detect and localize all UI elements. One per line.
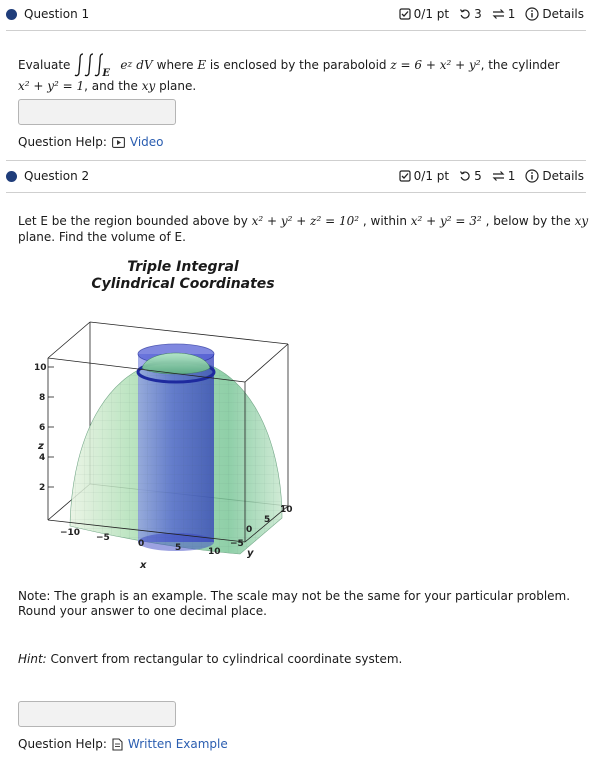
question-status-dot xyxy=(6,9,17,20)
question-2-prompt-line2: plane. Find the volume of E. xyxy=(18,230,186,244)
question-2-meta xyxy=(399,169,584,183)
question-2-details-link[interactable]: Details xyxy=(542,169,584,183)
question-1-meta xyxy=(399,7,584,21)
x-tick-label: 0 xyxy=(138,539,145,549)
question-1-submissions: 1 xyxy=(507,7,516,21)
y-tick-label: 0 xyxy=(246,525,253,535)
info-icon[interactable] xyxy=(525,7,539,21)
question-2-points: 0/1 pt xyxy=(413,169,450,183)
x-tick-label: −10 xyxy=(60,528,81,538)
written-example-link[interactable]: Written Example xyxy=(127,737,228,751)
video-icon xyxy=(112,137,125,148)
retry-icon xyxy=(459,8,471,20)
z-axis-ticks xyxy=(48,367,54,487)
z-tick-label: 6 xyxy=(39,423,46,433)
y-axis-label: y xyxy=(247,548,254,559)
document-icon xyxy=(112,738,123,751)
question-2-title: Question 2 xyxy=(24,169,90,183)
triple-integral-3d-plot xyxy=(30,312,310,572)
z-tick-label: 4 xyxy=(39,453,46,463)
y-tick-label: 10 xyxy=(280,505,293,515)
z-tick-label: 10 xyxy=(34,363,47,373)
divider xyxy=(6,160,586,161)
question-2-help: Question Help: Written Example xyxy=(18,737,228,751)
score-check-icon xyxy=(399,8,411,20)
question-1-prompt-line2: x² + y² = 1, and the xy plane. xyxy=(18,79,197,93)
y-tick-label: −5 xyxy=(230,539,244,549)
question-2-hint: Hint: Convert from rectangular to cylindrical coordinate system. xyxy=(18,652,403,666)
question-2-answer-input[interactable] xyxy=(18,701,176,727)
question-2-header xyxy=(0,162,590,192)
question-2-retries: 5 xyxy=(474,169,482,183)
question-1-details-link[interactable]: Details xyxy=(542,7,584,21)
triple-integral-symbol: E xyxy=(74,52,118,78)
question-status-dot xyxy=(6,171,17,182)
divider xyxy=(6,30,586,31)
z-tick-label: 8 xyxy=(39,393,46,403)
submissions-icon xyxy=(492,8,505,20)
x-axis-label: x xyxy=(140,560,147,571)
video-help-link[interactable]: Video xyxy=(129,135,164,149)
question-1-prompt: Evaluate E e z dV where E is enclosed by the paraboloid z = 6 + x² + y² , the cylinder xyxy=(18,52,560,78)
question-1-title: Question 1 xyxy=(24,7,90,21)
submissions-icon xyxy=(492,170,505,182)
question-1-points: 0/1 pt xyxy=(413,7,450,21)
chart-title-line-1: Triple Integral xyxy=(127,259,239,275)
question-1-header xyxy=(0,0,590,30)
z-tick-label: 2 xyxy=(39,483,46,493)
x-tick-label: 5 xyxy=(175,543,182,553)
question-2-prompt: Let E be the region bounded above by x² + y² + z² = 10² , within x² + y² = 3² , below by the xy xyxy=(18,214,589,228)
info-icon[interactable] xyxy=(525,169,539,183)
y-tick-label: 5 xyxy=(264,515,271,525)
chart-title-line-2: Cylindrical Coordinates xyxy=(91,276,275,292)
question-2-note: Note: The graph is an example. The scale may not be the same for your particular problem. Round your answer to one decimal place. xyxy=(18,589,571,618)
x-tick-label: 10 xyxy=(208,547,221,557)
score-check-icon xyxy=(399,170,411,182)
question-1-retries: 3 xyxy=(474,7,482,21)
z-axis-label: z xyxy=(38,441,44,452)
x-tick-label: −5 xyxy=(96,533,110,543)
question-1-answer-input[interactable] xyxy=(18,99,176,125)
divider xyxy=(6,192,586,193)
retry-icon xyxy=(459,170,471,182)
question-2-submissions: 1 xyxy=(507,169,516,183)
question-1-help: Question Help: Video xyxy=(18,135,164,149)
